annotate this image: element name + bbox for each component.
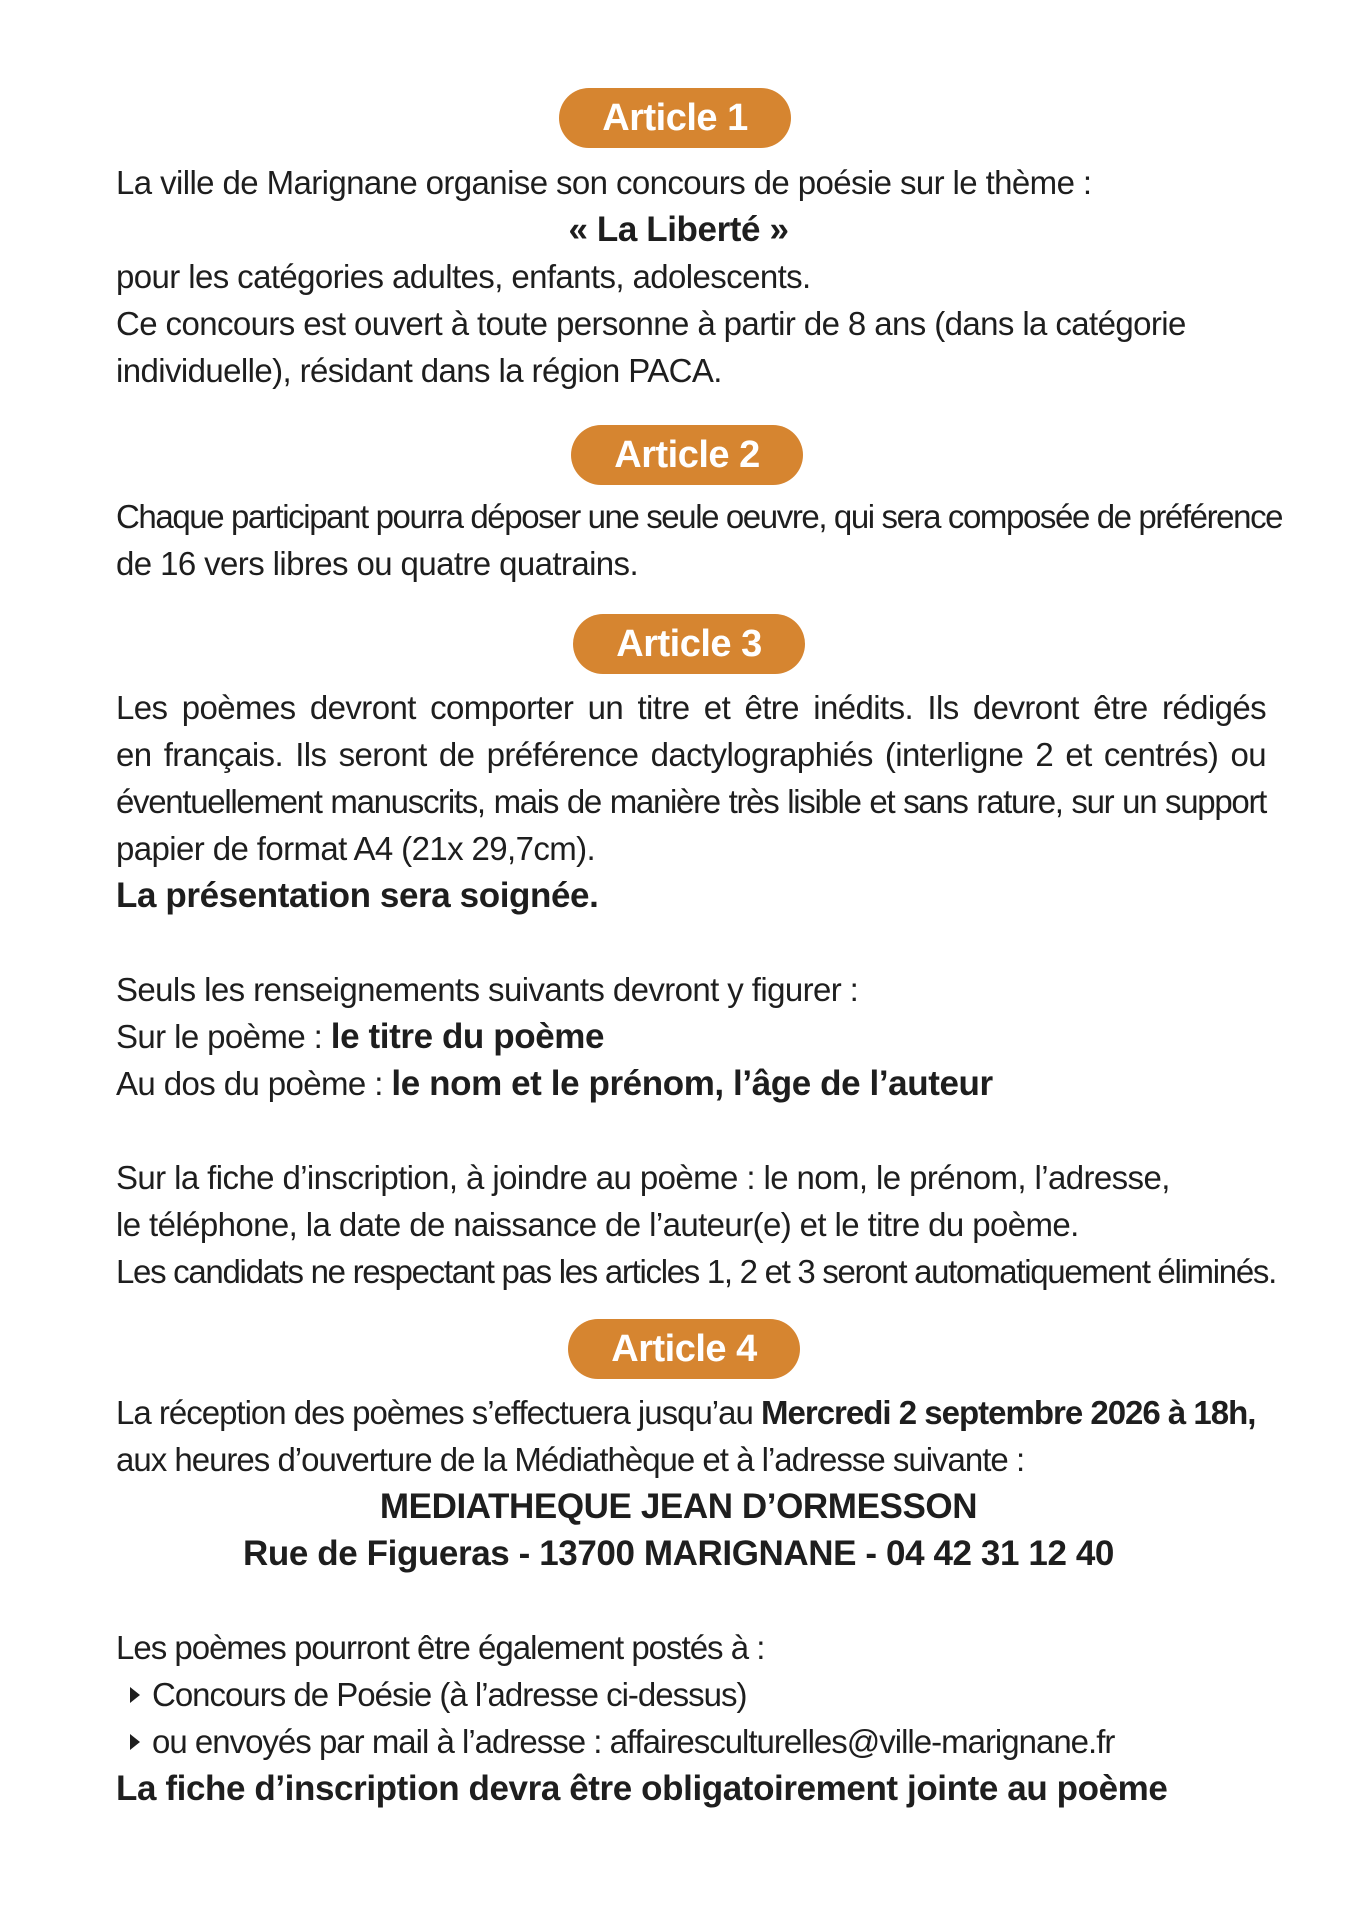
article-1-theme: « La Liberté » bbox=[568, 210, 789, 249]
bullet-postal-text: Concours de Poésie (à l’adresse ci-dessus) bbox=[152, 1676, 747, 1713]
dos-value: le nom et le prénom, l’âge de l’auteur bbox=[391, 1064, 993, 1103]
triangle-right-icon bbox=[130, 1687, 140, 1703]
article-4-line-1 bbox=[116, 1390, 1266, 1436]
article-3-seuls: Seuls les renseignements suivants devront y figurer : bbox=[116, 971, 859, 1008]
article-3-fiche-3: Les candidats ne respectant pas les articles 1, 2 et 3 seront automatiquement éliminés. bbox=[116, 1253, 1276, 1290]
article-2-line-2: de 16 vers libres ou quatre quatrains. bbox=[116, 545, 639, 582]
sur-poeme-label: Sur le poème : bbox=[116, 1018, 331, 1055]
bullet-email bbox=[116, 1719, 1266, 1765]
article-3-sur-poeme bbox=[116, 1014, 1266, 1060]
article-1-line-2: pour les catégories adultes, enfants, adolescents. bbox=[116, 258, 811, 295]
reception-date: Mercredi 2 septembre 2026 à 18h, bbox=[761, 1394, 1256, 1431]
article-1-badge: Article 1 bbox=[559, 88, 791, 148]
article-4-postes: Les poèmes pourront être également postés à : bbox=[116, 1629, 765, 1666]
article-3-dos bbox=[116, 1061, 1266, 1107]
article-3-fiche-2: le téléphone, la date de naissance de l’auteur(e) et le titre du poème. bbox=[116, 1206, 1079, 1243]
article-3-line-1: Les poèmes devront comporter un titre et être inédits. Ils devront être rédigés bbox=[116, 689, 1266, 726]
bullet-postal bbox=[116, 1672, 1266, 1718]
article-1-line-3: Ce concours est ouvert à toute personne à partir de 8 ans (dans la catégorie bbox=[116, 305, 1186, 342]
article-1-line-1: La ville de Marignane organise son concours de poésie sur le thème : bbox=[116, 164, 1092, 201]
article-1-header bbox=[0, 88, 1357, 148]
article-2-badge: Article 2 bbox=[571, 425, 803, 485]
article-3-presentation: La présentation sera soignée. bbox=[116, 876, 599, 915]
article-3-line-3: éventuellement manuscrits, mais de manière très lisible et sans rature, sur un support bbox=[116, 783, 1266, 820]
article-3-fiche-1: Sur la fiche d’inscription, à joindre au poème : le nom, le prénom, l’adresse, bbox=[116, 1159, 1170, 1196]
reception-prefix: La réception des poèmes s’effectuera jusqu’au bbox=[116, 1394, 762, 1431]
article-3-header bbox=[0, 614, 1357, 674]
article-4-line-2: aux heures d’ouverture de la Médiathèque et à l’adresse suivante : bbox=[116, 1441, 1025, 1478]
article-3-badge: Article 3 bbox=[573, 614, 805, 674]
article-2-line-1: Chaque participant pourra déposer une seule oeuvre, qui sera composée de préférence bbox=[116, 498, 1283, 535]
triangle-right-icon bbox=[130, 1734, 140, 1750]
address-street: Rue de Figueras - 13700 MARIGNANE - 04 42 31 12 40 bbox=[243, 1534, 1114, 1573]
article-4-header bbox=[0, 1319, 1357, 1379]
bullet-email-text: ou envoyés par mail à l’adresse : affairesculturelles@ville-marignane.fr bbox=[152, 1723, 1115, 1760]
sur-poeme-value: le titre du poème bbox=[330, 1017, 605, 1056]
article-4-badge: Article 4 bbox=[568, 1319, 800, 1379]
dos-label: Au dos du poème : bbox=[116, 1065, 392, 1102]
article-3-line-4: papier de format A4 (21x 29,7cm). bbox=[116, 830, 596, 867]
article-1-line-4: individuelle), résidant dans la région PACA. bbox=[116, 352, 722, 389]
article-4-fiche-obligatoire: La fiche d’inscription devra être obligatoirement jointe au poème bbox=[116, 1769, 1168, 1808]
article-2-header bbox=[0, 425, 1357, 485]
address-name: MEDIATHEQUE JEAN D’ORMESSON bbox=[379, 1487, 978, 1526]
article-3-line-2: en français. Ils seront de préférence dactylographiés (interligne 2 et centrés) ou bbox=[116, 736, 1266, 773]
